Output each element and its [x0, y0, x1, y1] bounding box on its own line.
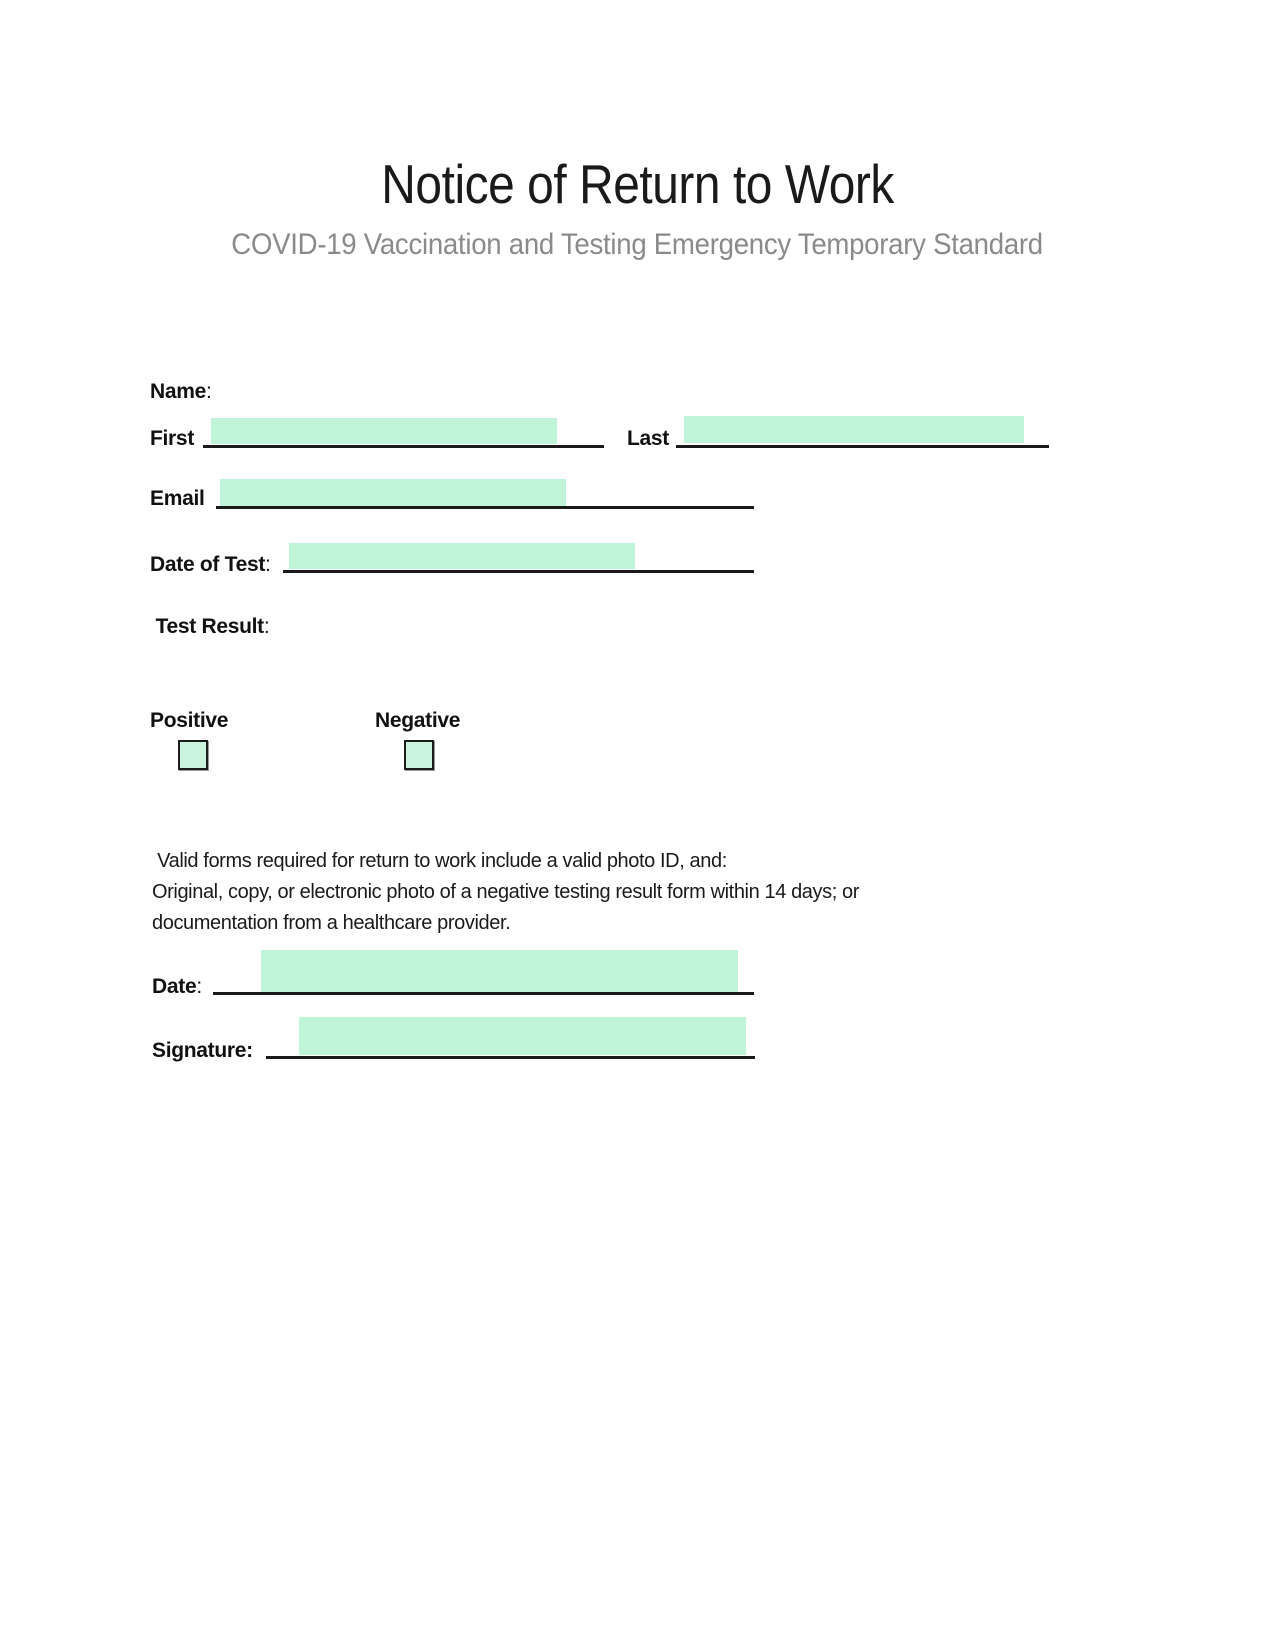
negative-label: Negative	[375, 709, 461, 732]
email-underline	[216, 506, 754, 509]
first-name-input[interactable]	[211, 418, 557, 444]
signature-label: Signature:	[152, 1039, 253, 1062]
signature-input[interactable]	[299, 1017, 746, 1055]
email-label: Email	[150, 487, 205, 510]
notice-line-1: Valid forms required for return to work include a valid photo ID, and:	[152, 850, 727, 872]
last-name-input[interactable]	[684, 416, 1024, 443]
email-input[interactable]	[220, 479, 566, 506]
first-name-label: First	[150, 427, 195, 450]
date-input[interactable]	[261, 950, 738, 992]
first-name-underline	[203, 445, 604, 448]
positive-checkbox[interactable]	[178, 740, 208, 770]
date-of-test-label: Date of Test:	[150, 553, 271, 576]
negative-checkbox[interactable]	[404, 740, 434, 770]
date-underline	[213, 992, 754, 995]
signature-underline	[266, 1056, 755, 1059]
date-label: Date:	[152, 975, 202, 998]
page-title	[0, 153, 1275, 215]
positive-label: Positive	[150, 709, 229, 732]
last-name-label: Last	[627, 427, 669, 450]
page-subtitle-text: COVID-19 Vaccination and Testing Emergency Temporary Standard	[231, 228, 1044, 261]
name-label: Name:	[150, 380, 212, 403]
page-subtitle	[0, 229, 1275, 261]
notice-line-3: documentation from a healthcare provider.	[152, 912, 511, 934]
last-name-underline	[676, 445, 1049, 448]
date-of-test-underline	[283, 570, 754, 573]
test-result-label: Test Result:	[150, 615, 270, 638]
date-of-test-input[interactable]	[289, 543, 635, 569]
page-title-text: Notice of Return to Work	[381, 153, 894, 215]
notice-line-2: Original, copy, or electronic photo of a negative testing result form within 14 days; or	[152, 881, 860, 903]
